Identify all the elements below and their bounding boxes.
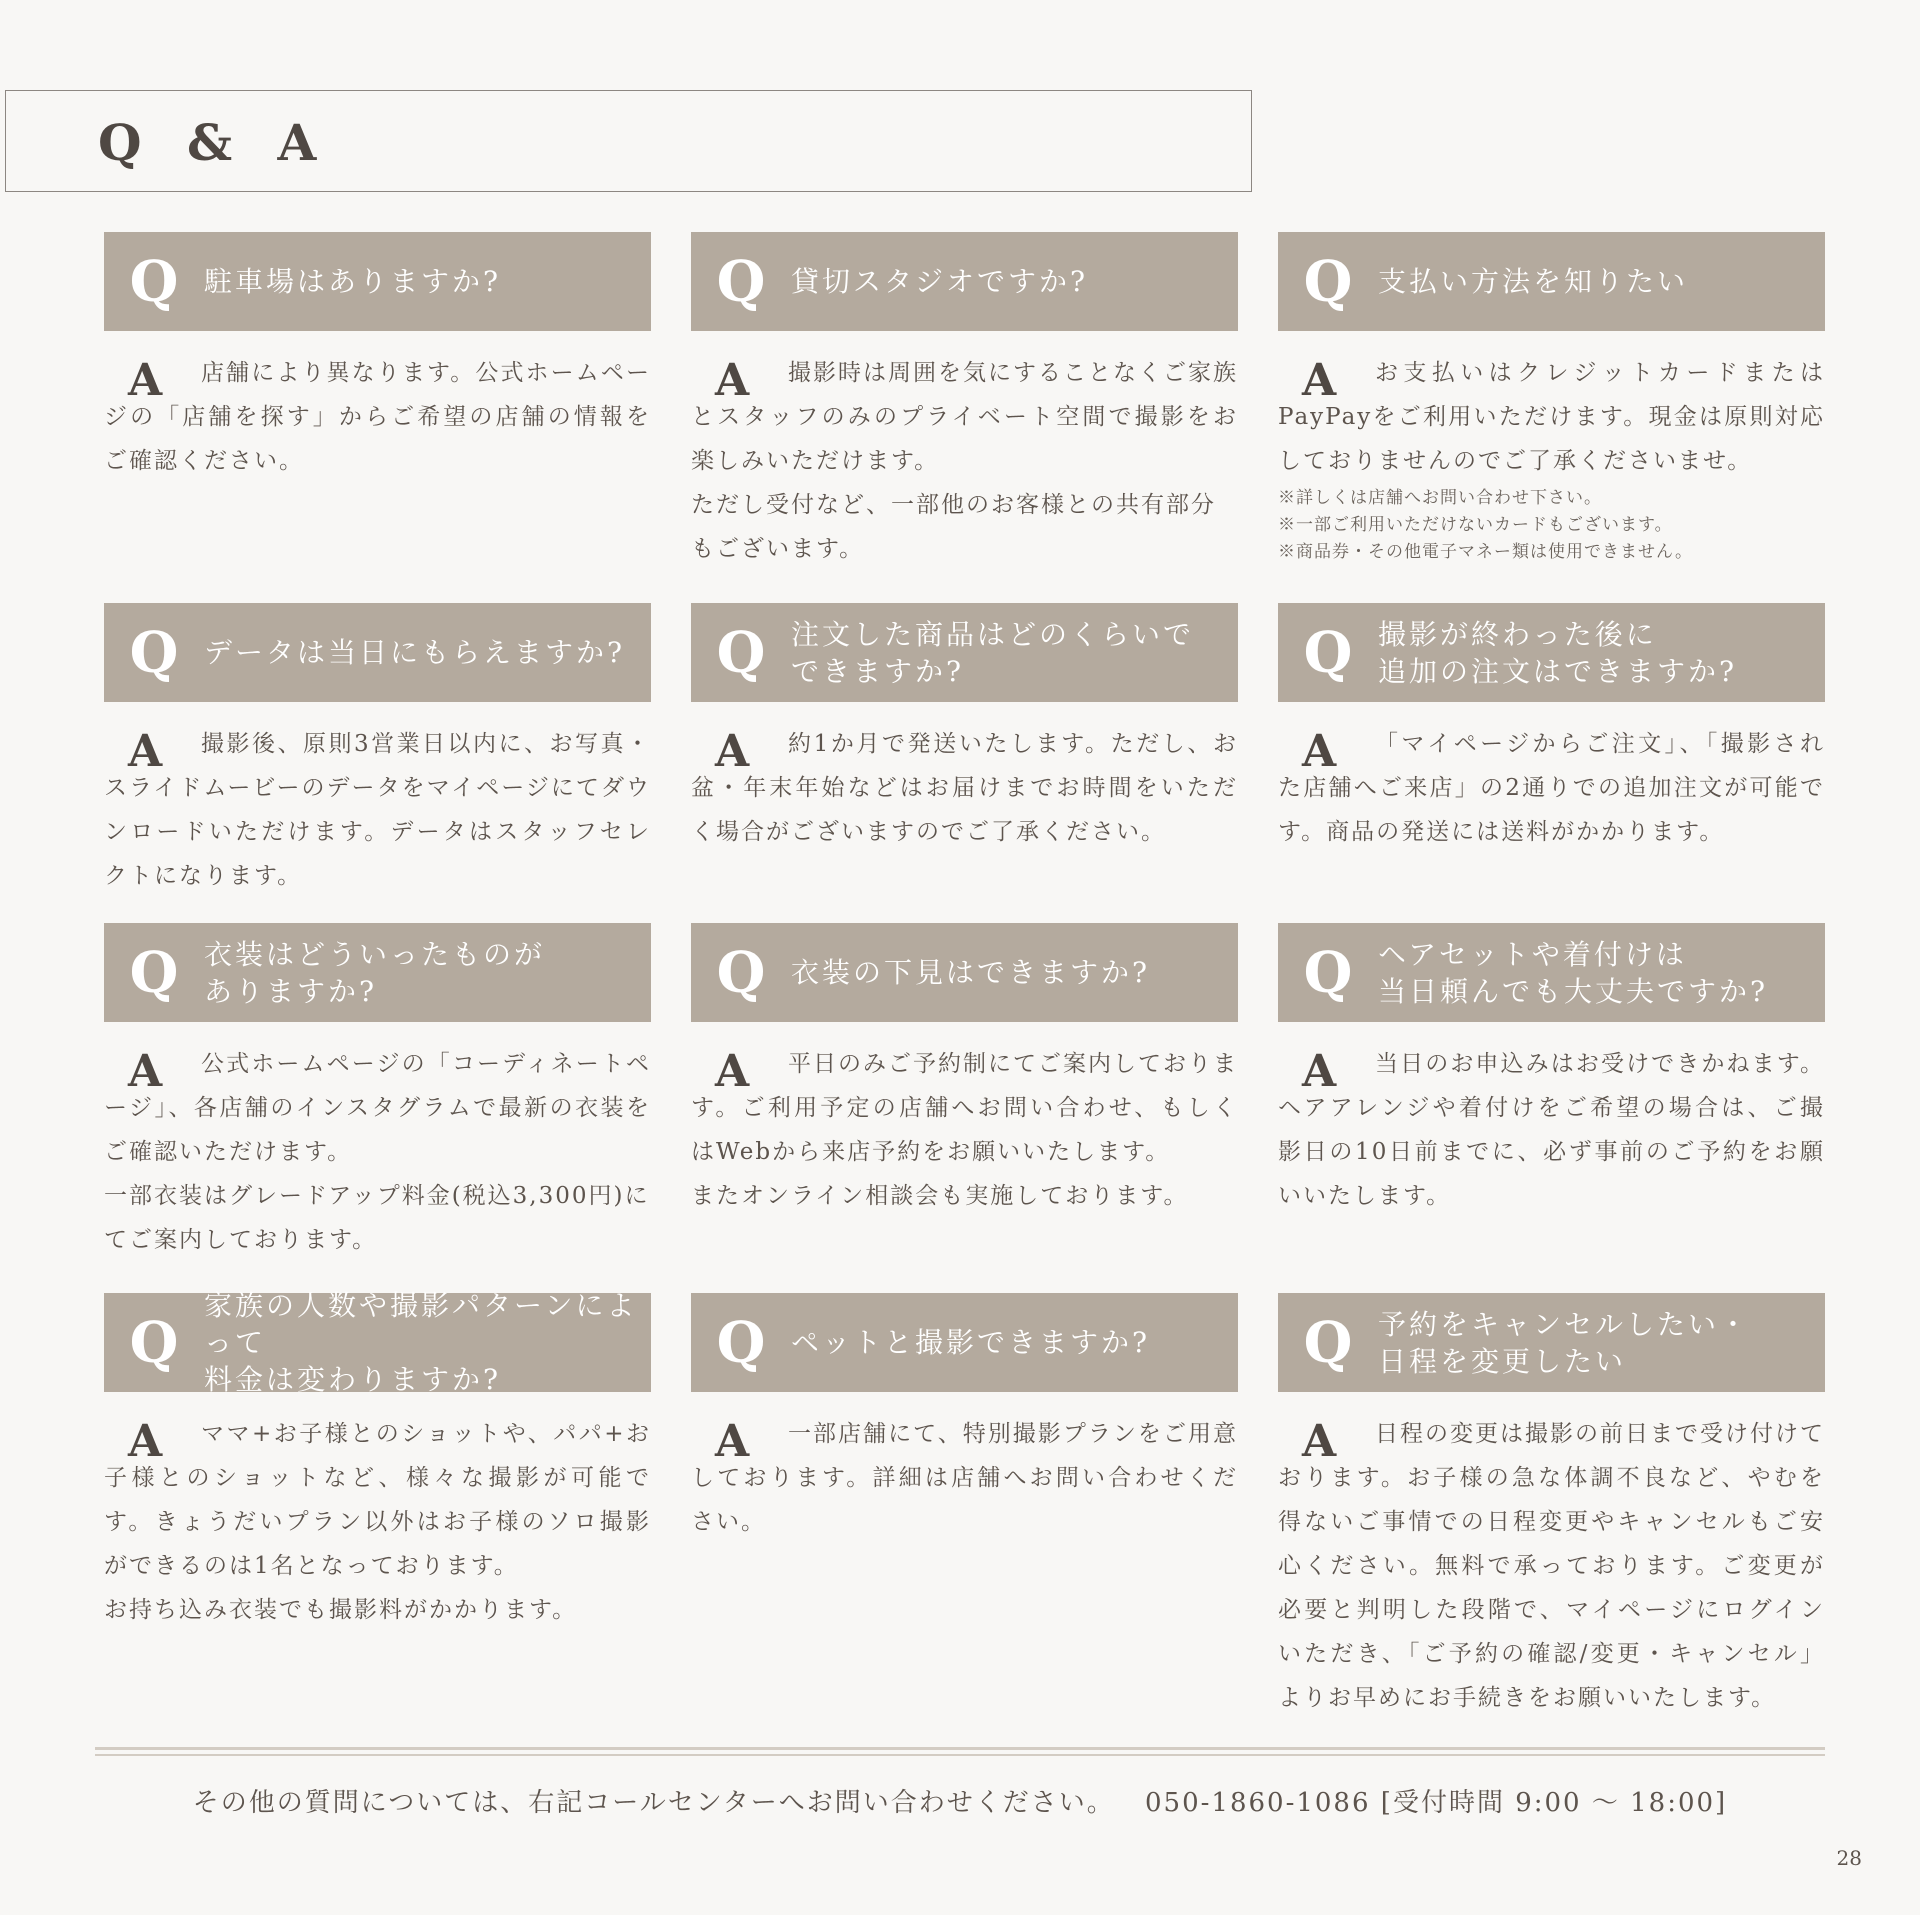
qa-grid bbox=[104, 232, 1825, 1713]
answer-text: お支払いはクレジットカードまたはPayPayをご利用いただけます。現金は原則対応しておりませんのでご了承くださいませ。 bbox=[1278, 360, 1825, 474]
note: ※詳しくは店舗へお問い合わせ下さい。 bbox=[1278, 488, 1602, 508]
a-mark: A bbox=[128, 726, 163, 777]
a-mark: A bbox=[128, 1416, 163, 1467]
a-mark: A bbox=[715, 1416, 750, 1467]
q-mark: Q bbox=[129, 248, 179, 315]
qa-card bbox=[104, 603, 651, 923]
answer-block bbox=[1278, 702, 1825, 854]
answer-block bbox=[104, 702, 651, 898]
answer-extra: お持ち込み衣装でも撮影料がかかります。 bbox=[104, 1597, 578, 1623]
answer-block bbox=[691, 702, 1238, 854]
qa-card bbox=[1278, 1293, 1825, 1713]
call-center-phone: 050-1860-1086 bbox=[1144, 1788, 1371, 1818]
question-text: 貸切スタジオですか? bbox=[791, 265, 1089, 298]
question-text: データは当日にもらえますか? bbox=[204, 636, 626, 669]
question-bar bbox=[1278, 603, 1825, 702]
footer-divider bbox=[95, 1754, 1825, 1756]
question-text: 駐車場はありますか? bbox=[204, 265, 502, 298]
a-mark: A bbox=[1302, 355, 1337, 406]
question-bar bbox=[691, 1293, 1238, 1392]
question-text: 支払い方法を知りたい bbox=[1378, 265, 1689, 298]
a-mark: A bbox=[128, 355, 163, 406]
question-bar bbox=[104, 232, 651, 331]
question-text: 予約をキャンセルしたい・ 日程を変更したい bbox=[1378, 1307, 1751, 1378]
answer-text: ママ+お子様とのショットや、パパ+お子様とのショットなど、様々な撮影が可能です。きょうだいプラン以外はお子様のソロ撮影ができるのは1名となっております。 bbox=[104, 1421, 651, 1579]
answer-block bbox=[691, 1022, 1238, 1218]
q-mark: Q bbox=[716, 248, 766, 315]
a-mark: A bbox=[1302, 1416, 1337, 1467]
question-text: 衣装はどういったものが ありますか? bbox=[204, 937, 546, 1008]
a-mark: A bbox=[128, 1046, 163, 1097]
answer-block bbox=[104, 1022, 651, 1262]
notes bbox=[1278, 485, 1825, 566]
question-text: 撮影が終わった後に 追加の注文はできますか? bbox=[1378, 617, 1738, 688]
qa-card bbox=[104, 923, 651, 1293]
note: ※商品券・その他電子マネー類は使用できません。 bbox=[1278, 542, 1694, 562]
qa-card bbox=[691, 1293, 1238, 1713]
q-mark: Q bbox=[716, 619, 766, 686]
qa-card bbox=[691, 232, 1238, 603]
question-text: ペットと撮影できますか? bbox=[791, 1326, 1151, 1359]
q-mark: Q bbox=[1303, 248, 1353, 315]
qa-card bbox=[1278, 232, 1825, 603]
qa-card bbox=[104, 232, 651, 603]
answer-block bbox=[104, 331, 651, 483]
answer-text: 平日のみご予約制にてご案内しております。ご利用予定の店舗へお問い合わせ、もしくはWebから来店予約をお願いいたします。 bbox=[691, 1051, 1238, 1165]
question-text: 注文した商品はどのくらいで できますか? bbox=[791, 617, 1195, 688]
question-bar bbox=[1278, 923, 1825, 1022]
qa-card bbox=[104, 1289, 651, 1713]
answer-block bbox=[691, 331, 1238, 571]
q-mark: Q bbox=[1303, 939, 1353, 1006]
question-bar bbox=[1278, 232, 1825, 331]
footer bbox=[0, 1782, 1920, 1819]
question-bar bbox=[691, 232, 1238, 331]
page-title: Q & A bbox=[98, 113, 331, 172]
q-mark: Q bbox=[129, 1309, 179, 1376]
question-text: 家族の人数や撮影パターンによって 料金は変わりますか? bbox=[204, 1289, 638, 1396]
answer-text: 撮影後、原則3営業日以内に、お写真・スライドムービーのデータをマイページにてダウンロードいただけます。データはスタッフセレクトになります。 bbox=[104, 731, 651, 889]
answer-text: 日程の変更は撮影の前日まで受け付けております。お子様の急な体調不良など、やむを得ないご事情での日程変更やキャンセルもご安心ください。無料で承っております。ご変更が必要と判明した段階で、マイページにログインいただき、「ご予約の確認/変更・キャンセル」よりお早めにお手続きをお願いいたします。 bbox=[1278, 1421, 1825, 1711]
answer-text: 公式ホームページの「コーディネートページ」、各店舗のインスタグラムで最新の衣装をご確認いただけます。 bbox=[104, 1051, 651, 1165]
page-title-box bbox=[5, 90, 1252, 192]
a-mark: A bbox=[1302, 1046, 1337, 1097]
q-mark: Q bbox=[716, 939, 766, 1006]
answer-block bbox=[691, 1392, 1238, 1544]
question-bar bbox=[691, 923, 1238, 1022]
answer-extra: ただし受付など、一部他のお客様との共有部分もございます。 bbox=[691, 492, 1216, 562]
q-mark: Q bbox=[129, 619, 179, 686]
question-text: ヘアセットや着付けは 当日頼んでも大丈夫ですか? bbox=[1378, 937, 1769, 1008]
answer-block bbox=[1278, 1022, 1825, 1218]
a-mark: A bbox=[715, 726, 750, 777]
question-bar bbox=[1278, 1293, 1825, 1392]
answer-text: 約1か月で発送いたします。ただし、お盆・年末年始などはお届けまでお時間をいただく場合がございますのでご了承ください。 bbox=[691, 731, 1238, 845]
call-center-hours: [受付時間 9:00 〜 18:00] bbox=[1380, 1788, 1728, 1818]
note: ※一部ご利用いただけないカードもございます。 bbox=[1278, 515, 1673, 535]
answer-text: 撮影時は周囲を気にすることなくご家族とスタッフのみのプライベート空間で撮影をお楽しみいただけます。 bbox=[691, 360, 1238, 474]
page-number: 28 bbox=[1836, 1846, 1862, 1870]
a-mark: A bbox=[1302, 726, 1337, 777]
qa-card bbox=[1278, 603, 1825, 923]
q-mark: Q bbox=[1303, 1309, 1353, 1376]
q-mark: Q bbox=[716, 1309, 766, 1376]
answer-text: 「マイページからご注文」、「撮影された店舗へご来店」の2通りでの追加注文が可能です。商品の発送には送料がかかります。 bbox=[1278, 731, 1825, 845]
question-bar bbox=[104, 603, 651, 702]
a-mark: A bbox=[715, 1046, 750, 1097]
answer-extra: またオンライン相談会も実施しております。 bbox=[691, 1183, 1189, 1209]
answer-text: 店舗により異なります。公式ホームページの「店舗を探す」からご希望の店舗の情報をご確認ください。 bbox=[104, 360, 651, 474]
answer-text: 一部店舗にて、特別撮影プランをご用意しております。詳細は店舗へお問い合わせください。 bbox=[691, 1421, 1238, 1535]
qa-card bbox=[1278, 923, 1825, 1293]
q-mark: Q bbox=[129, 939, 179, 1006]
footer-text: その他の質問については、右記コールセンターへお問い合わせください。 bbox=[192, 1788, 1115, 1818]
question-bar bbox=[691, 603, 1238, 702]
footer-divider bbox=[95, 1747, 1825, 1750]
question-bar bbox=[104, 923, 651, 1022]
qa-card bbox=[691, 603, 1238, 923]
answer-block bbox=[104, 1392, 651, 1632]
question-text: 衣装の下見はできますか? bbox=[791, 956, 1151, 989]
question-bar bbox=[104, 1289, 651, 1396]
answer-block bbox=[1278, 331, 1825, 566]
answer-extra: 一部衣装はグレードアップ料金(税込3,300円)にてご案内しております。 bbox=[104, 1183, 650, 1253]
answer-block bbox=[1278, 1392, 1825, 1720]
a-mark: A bbox=[715, 355, 750, 406]
answer-text: 当日のお申込みはお受けできかねます。ヘアアレンジや着付けをご希望の場合は、ご撮影日の10日前までに、必ず事前のご予約をお願いいたします。 bbox=[1278, 1051, 1825, 1209]
q-mark: Q bbox=[1303, 619, 1353, 686]
qa-card bbox=[691, 923, 1238, 1293]
